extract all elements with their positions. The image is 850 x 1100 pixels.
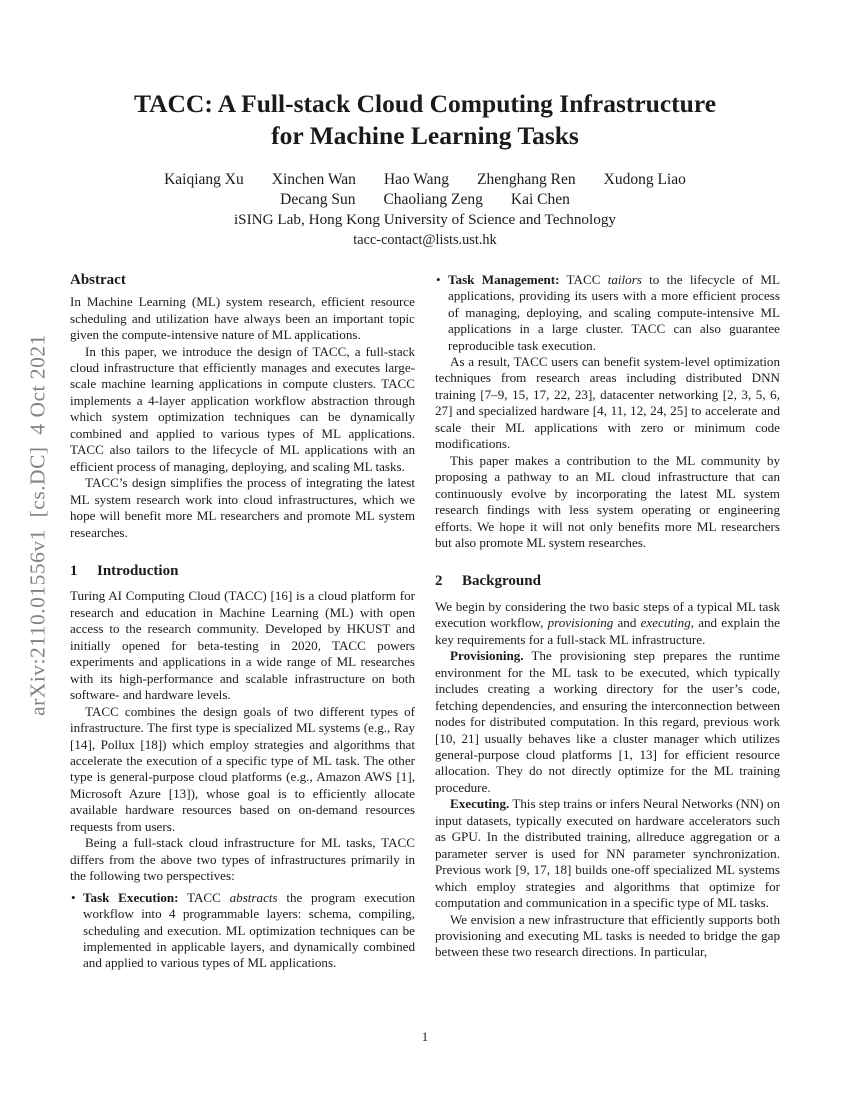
- paragraph: [435, 599, 780, 648]
- text-run: and: [613, 615, 641, 631]
- section-title: Introduction: [97, 563, 179, 579]
- section-title: Background: [462, 573, 541, 590]
- author-name: Xudong Liao: [603, 170, 686, 188]
- author-name: Decang Sun: [280, 190, 356, 208]
- section-heading: [70, 563, 415, 579]
- text-run: TACC’s design simplifies the process of integrating the latest ML system research work into cloud infrastructures, which we hope will benefit more ML researchers and promote ML system researches.: [70, 475, 415, 540]
- author-block: [70, 170, 780, 250]
- author-row-1: [70, 170, 780, 190]
- text-run: the program execution workflow into 4 programmable layers: schema, compiling, scheduling and execution. ML optimization techniques can be implemented in applicable layers, and dynamically combined and applied to various types of ML applications.: [83, 889, 416, 971]
- section-number: 2: [435, 573, 443, 590]
- bullet-icon: •: [71, 889, 76, 905]
- author-name: Kaiqiang Xu: [164, 170, 244, 188]
- text-run: In Machine Learning (ML) system research, efficient resource scheduling and utilization have always been an important topic given the compute-intensive nature of ML applications.: [70, 294, 415, 343]
- text-run: executing: [640, 615, 691, 631]
- bullet-text: [83, 890, 415, 972]
- text-run: TACC: [178, 889, 230, 905]
- text-run: tailors: [607, 271, 642, 287]
- text-run: provisioning: [547, 615, 614, 631]
- paragraph: [435, 453, 780, 552]
- text-run: to the lifecycle of ML applications, providing its users with a more efficient process of managing, deploying, and scaling compute-intensive ML applications in a large cluster. TACC can also guarantee reproducible task execution.: [448, 271, 780, 353]
- paragraph: [435, 796, 780, 911]
- bullet-item: [70, 890, 415, 972]
- left-column: [70, 272, 415, 972]
- section-number: 1: [70, 563, 78, 579]
- text-run: Task Management:: [448, 271, 560, 287]
- text-run: Turing AI Computing Cloud (TACC) [16] is a cloud platform for research and education in Machine Learning (ML) with open access to the research community. Developed by HKUST and initially opened for beta-testing in 2020, TACC powers experiments and applications in a wide range of ML researches with its high-performance and scalable infrastructure on both software- and hardware levels.: [70, 588, 415, 703]
- author-name: Xinchen Wan: [271, 170, 356, 188]
- paragraph: [70, 475, 415, 541]
- author-name: Kai Chen: [510, 190, 570, 208]
- text-run: In this paper, we introduce the design of TACC, a full-stack cloud infrastructure that efficiently manages and executes large-scale machine learning applications in compute clusters. TACC implements a 4-layer application workflow abstraction through which system optimization techniques can be dynamically combined and applied to various types of ML applications. TACC also tailors to the lifecycle of ML applications with an efficient process of managing, deploying, and scaling ML tasks.: [70, 343, 415, 474]
- text-run: This step trains or infers Neural Networks (NN) on input datasets, typically executed on hardware accelerators such as GPU. In the distributed training, allreduce aggregation or a parameter server is used for NN parameter synchronization. Previous work [9, 17, 18] builds one-off specialized ML systems which employ strategies and algorithms that optimize for computation and communication in a specific type of ML tasks.: [435, 796, 780, 911]
- affiliation: iSING Lab, Hong Kong University of Science and Technology: [233, 210, 617, 228]
- text-run: Provisioning.: [450, 648, 524, 664]
- paper-title-line1: TACC: A Full-stack Cloud Computing Infrastructure: [133, 89, 717, 118]
- two-column-layout: [70, 272, 780, 972]
- bullet-text: [448, 272, 780, 354]
- paragraph: [435, 912, 780, 961]
- author-name: Hao Wang: [383, 170, 450, 188]
- text-run: Task Execution:: [83, 889, 179, 905]
- text-run: The provisioning step prepares the runtime environment for the ML task to be executed, which typically includes creating a working directory for the user’s code, fetching dependencies, and ensuring the interconnection between nodes for distributed computation. In this regard, previous work [10, 21] usually behaves like a cluster manager which utilizes general-purpose cloud platforms [1, 13] for efficient resource allocation. They do not directly optimize for the ML training procedure.: [435, 648, 780, 795]
- paragraph: [435, 354, 780, 453]
- section-heading: [435, 573, 780, 589]
- abstract-heading: Abstract: [70, 271, 126, 288]
- paragraph: [70, 704, 415, 836]
- paragraph: [435, 648, 780, 796]
- paragraph: [70, 344, 415, 476]
- arxiv-watermark: arXiv:2110.01556v1 [cs.DC] 4 Oct 2021: [25, 334, 50, 716]
- text-run: TACC combines the design goals of two different types of infrastructure. The first type is specialized ML systems (e.g., Ray [14], Pollux [18]) which employ strategies and algorithms that accelerate the execution of a specific type of ML task. The other type is general-purpose cloud platforms (e.g., Amazon AWS [1], Microsoft Azure [13]), whose goal is to efficiently allocate available hardware resources based on on-demand resources requests from users.: [70, 703, 415, 834]
- text-run: , and explain the key requirements for a full-stack ML infrastructure.: [435, 615, 780, 647]
- author-name: Chaoliang Zeng: [383, 190, 483, 208]
- text-run: Executing.: [450, 796, 510, 812]
- bullet-icon: •: [436, 271, 441, 287]
- paragraph: [70, 835, 415, 884]
- text-run: abstracts: [229, 889, 278, 905]
- paper-title: [70, 88, 780, 153]
- text-run: We envision a new infrastructure that efficiently supports both provisioning and executing ML tasks is needed to bridge the gap between these two research directions. In particular,: [435, 911, 780, 960]
- author-row-2: [70, 190, 780, 210]
- text-run: TACC: [559, 271, 608, 287]
- right-column: [435, 272, 780, 972]
- bullet-item: [435, 272, 780, 354]
- page-number: 1: [421, 1029, 429, 1044]
- text-run: We begin by considering the two basic steps of a typical ML task execution workflow,: [435, 598, 780, 631]
- paragraph: [70, 294, 415, 343]
- text-run: Being a full-stack cloud infrastructure for ML tasks, TACC differs from the above two types of infrastructures primarily in the following two perspectives:: [70, 835, 415, 884]
- contact-email: tacc-contact@lists.ust.hk: [353, 231, 497, 248]
- text-run: This paper makes a contribution to the ML community by proposing a pathway to an ML cloud infrastructure that can continuously evolve by incorporating the latest ML system research findings with less system operating or engineering efforts. We hope it will not only benefits more ML researchers but also promote ML system researches.: [435, 452, 780, 550]
- text-run: As a result, TACC users can benefit system-level optimization techniques from research areas including distributed DNN training [7–9, 15, 17, 22, 23], datacenter networking [2, 3, 5, 6, 27] and specialized hardware [4, 11, 12, 24, 25] to accelerate and scale their ML applications with zero or minimum code modifications.: [435, 354, 780, 452]
- paragraph: [70, 588, 415, 703]
- paper-title-line2: for Machine Learning Tasks: [271, 121, 579, 151]
- author-name: Zhenghang Ren: [477, 170, 576, 188]
